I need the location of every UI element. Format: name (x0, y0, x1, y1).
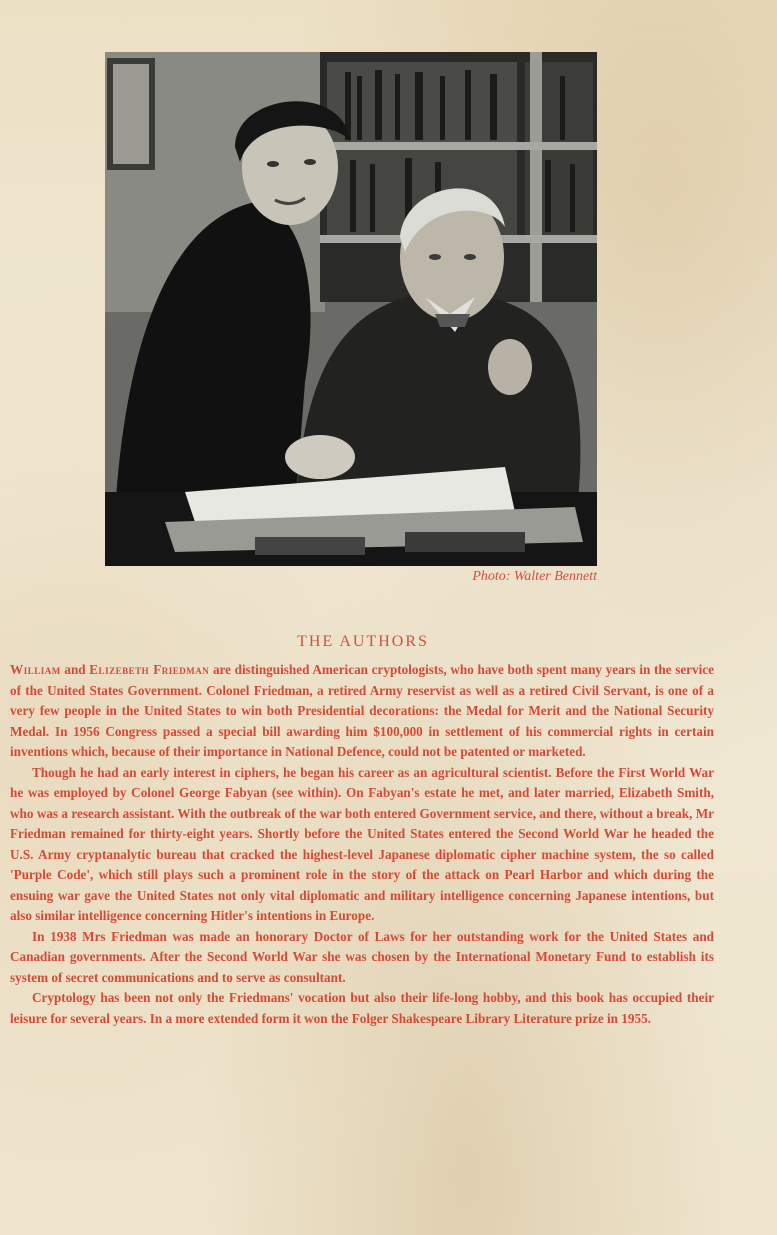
paragraph-2: Though he had an early interest in ciphers, he began his career as an agricultural scientist. Before the First World War he was employed by Colonel George Fabyan (see within). On Fabyan's estate he met, and later married, Elizabeth Smith, who was a research assistant. With the outbreak of the war both entered Government service, and there, without a break, Mr Friedman remained for thirty-eight years. Shortly before the United States entered the Second World War he headed the U.S. Army cryptanalytic bureau that cracked the highest-level Japanese diplomatic cipher machine system, the so called 'Purple Code', which still plays such a prominent role in the story of the attack on Pearl Harbor and which during the ensuing war gave the United States not only vital diplomatic and military intelligence concerning Japanese intentions, but also similar intelligence concerning Hitler's intentions in Europe. (10, 764, 714, 923)
photo-credit: Photo: Walter Bennett (472, 569, 597, 584)
paragraph-1 (10, 660, 714, 763)
photo-illustration (105, 52, 597, 566)
author-name-william: William (10, 662, 61, 677)
authors-biography (10, 660, 714, 1029)
author-name-elizebeth: Elizebeth Friedman (89, 662, 210, 677)
author-photograph (105, 52, 597, 566)
paragraph-1-text: are distinguished American cryptologists, who have both spent many years in the service of the United States Government. Colonel Friedman, a retired Army reservist as well as a retired Civil Servant, is one of a very few people in the United States to win both Presidential decorations: the Medal for Merit and the National Security Medal. In 1956 Congress passed a special bill awarding him $100,000 in settlement of his commercial rights in certain inventions which, because of their importance in National Defence, could not be patented or marketed. (10, 662, 714, 759)
paragraph-4: Cryptology has been not only the Friedmans' vocation but also their life-long hobby, and this book has occupied their leisure for several years. In a more extended form it won the Folger Shakespeare Library Literature prize in 1955. (10, 990, 714, 1026)
paragraph-3: In 1938 Mrs Friedman was made an honorary Doctor of Laws for her outstanding work for the United States and Canadian governments. After the Second World War she was chosen by the International Monetary Fund to establish its system of secret communications and to serve as consultant. (10, 928, 714, 985)
conjunction-and: and (60, 662, 90, 677)
section-heading: THE AUTHORS (297, 633, 429, 650)
